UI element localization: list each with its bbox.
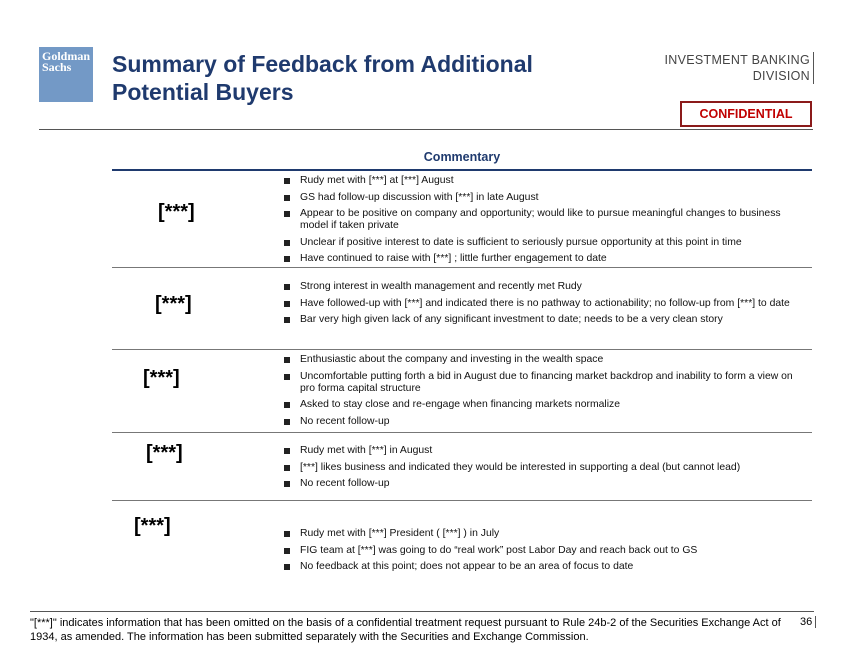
list-item: No recent follow-up [282,416,802,428]
page-number: 36 [800,616,816,628]
row-divider [112,500,812,501]
list-item: [***] likes business and indicated they would be interested in supporting a deal (but cannot lead) [282,462,802,474]
table-header-rule [112,169,812,171]
title-line-2: Potential Buyers [112,79,294,105]
list-item: Uncomfortable putting forth a bid in August due to financing market backdrop and inability to form a view on pro forma capital structure [282,371,802,395]
list-item: Bar very high given lack of any significant investment to date; needs to be a very clean story [282,314,802,326]
title-line-1: Summary of Feedback from Additional [112,51,533,77]
page-title [112,50,582,106]
row-divider [112,349,812,350]
row-1-bullets [282,175,802,270]
row-divider [112,432,812,433]
list-item: Appear to be positive on company and opportunity; would like to pursue meaningful changes to business model if taken private [282,208,802,232]
footer-divider [30,611,814,612]
division-line-2: DIVISION [752,69,810,83]
header-divider [39,129,813,130]
list-item: Enthusiastic about the company and investing in the wealth space [282,354,802,366]
list-item: Unclear if positive interest to date is sufficient to seriously pursue opportunity at this point in time [282,237,802,249]
list-item: No recent follow-up [282,478,802,490]
row-2-label: [***] [155,293,192,315]
list-item: GS had follow-up discussion with [***] in late August [282,192,802,204]
row-2-bullets [282,281,802,331]
division-line-1: INVESTMENT BANKING [664,53,810,67]
list-item: Rudy met with [***] President ( [***] ) in July [282,528,802,540]
goldman-sachs-logo [39,47,93,102]
row-5-label: [***] [134,515,171,537]
logo-line-2: Sachs [42,60,72,74]
list-item: Have continued to raise with [***] ; little further engagement to date [282,253,802,265]
footnote: "[***]" indicates information that has been omitted on the basis of a confidential treatment request pursuant to Rule 24b-2 of the Securities Exchange Act of 1934, as amended. The information has been submitted separately with the Securities and Exchange Commission. [30,617,781,643]
logo-line-1: Goldman [42,49,91,63]
division-label [665,52,814,84]
list-item: Have followed-up with [***] and indicated there is no pathway to actionability; no follow-up from [***] to date [282,298,802,310]
list-item: Strong interest in wealth management and recently met Rudy [282,281,802,293]
row-3-bullets [282,354,802,432]
row-5-bullets [282,528,802,578]
list-item: Asked to stay close and re-engage when financing markets normalize [282,399,802,411]
list-item: FIG team at [***] was going to do “real work” post Labor Day and reach back out to GS [282,545,802,557]
row-1-label: [***] [158,201,195,223]
list-item: No feedback at this point; does not appear to be an area of focus to date [282,561,802,573]
commentary-column-header: Commentary [423,150,501,164]
confidential-badge: CONFIDENTIAL [680,101,812,127]
row-3-label: [***] [143,367,180,389]
row-4-bullets [282,445,802,495]
list-item: Rudy met with [***] at [***] August [282,175,802,187]
row-4-label: [***] [146,442,183,464]
list-item: Rudy met with [***] in August [282,445,802,457]
